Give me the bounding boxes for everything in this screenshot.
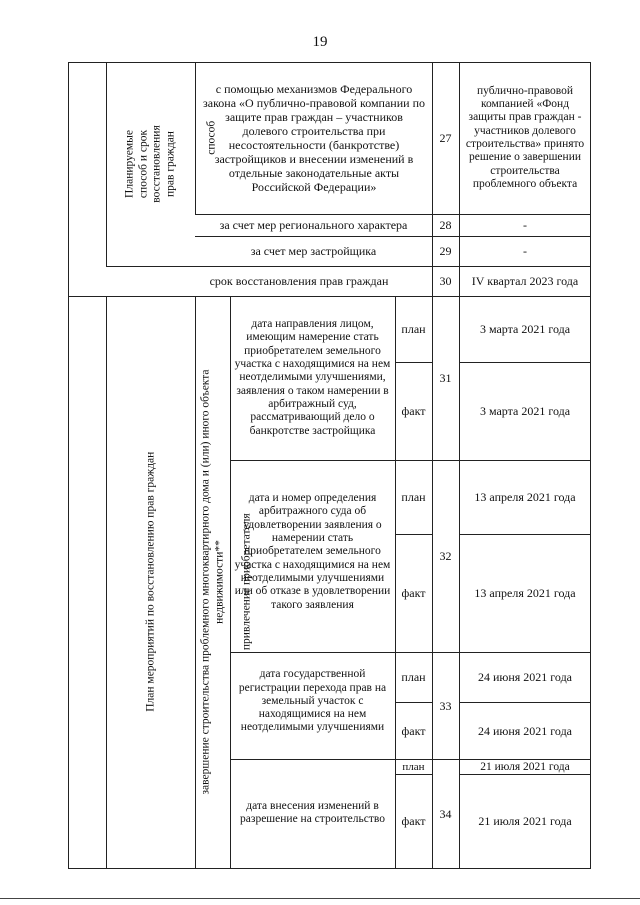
row-33-plan-label: план <box>401 670 426 684</box>
row-34-plan-label: план <box>402 760 425 773</box>
row-28-number: 28 <box>439 218 452 232</box>
data-table <box>68 62 591 868</box>
row-34-plan-value: 21 июля 2021 года <box>480 760 570 773</box>
row-32-description: дата и номер определения арбитражного суда об удовлетворении заявления о намерении стать приобретателем земельного участка с находящимися на нем неотделимыми улучшениями или об отказе в удовлетворении такого заявления <box>234 492 391 611</box>
row-34-description: дата внесения изменений в разрешение на строительство <box>240 799 385 825</box>
row-33-description: дата государственной регистрации перехода прав на земельный участок с находящимися на нем неотделимыми улучшениями <box>238 668 387 734</box>
row-33-number: 33 <box>439 698 452 713</box>
row-28-description: за счет мер регионального характера <box>219 218 408 232</box>
subheader-acquirer: привлечение приобретателя <box>240 513 253 651</box>
row-27-number: 27 <box>439 131 452 145</box>
row-32-number: 32 <box>439 549 452 563</box>
row-32-fact-value: 13 апреля 2021 года <box>474 586 576 600</box>
row-30-description: срок восстановления прав граждан <box>209 274 389 288</box>
row-29-number: 29 <box>439 244 452 258</box>
row-27-value: публично-правовой компанией «Фонд защиты прав граждан - участников долевого строительства» принято решение о завершении строительства проблемного объекта <box>465 84 585 190</box>
row-29-description: за счет мер застройщика <box>250 244 377 258</box>
row-33-fact-value: 24 июня 2021 года <box>477 723 573 738</box>
row-32-plan-value: 13 апреля 2021 года <box>474 490 576 504</box>
row-31-fact-value: 3 марта 2021 года <box>479 404 571 418</box>
row-31-plan-value: 3 марта 2021 года <box>479 322 571 336</box>
row-34-number: 34 <box>439 806 452 821</box>
row-32-plan-label: план <box>401 490 426 504</box>
row-34-fact-label: факт <box>401 814 426 828</box>
row-31-fact-label: факт <box>401 404 426 418</box>
row-33-plan-value: 24 июня 2021 года <box>477 670 573 684</box>
row-31-number: 31 <box>439 371 452 385</box>
scan-edge-line <box>0 898 640 899</box>
subheader-method: способ <box>205 120 218 156</box>
row-29-value: - <box>523 244 527 258</box>
row-30-value: IV квартал 2023 года <box>471 274 579 288</box>
row-27-description: с помощью механизмов Федерального закона «О публично-правовой компании по защите прав граждан – участников долевого строительства при несостоятельности (банкротстве) застройщиков и внесении изменений в отдельные законодательные акты Российской Федерации» <box>203 82 425 194</box>
row-33-fact-label: факт <box>401 723 426 738</box>
row-28-value: - <box>523 218 527 232</box>
row-30-number: 30 <box>439 274 452 288</box>
row-31-description: дата направления лицом, имеющим намерение стать приобретателем земельного участка с находящимися на нем неотделимыми улучшениями, заявления о таком намерении в арбитражный суд, рассматривающий дело о банкротстве застройщика <box>234 318 391 437</box>
page-number: 19 <box>312 34 328 50</box>
group-header-planned-method: Планируемые способ и срок восстановления прав граждан <box>123 125 176 203</box>
row-34-fact-value: 21 июля 2021 года <box>478 814 572 828</box>
row-32-fact-label: факт <box>401 586 426 600</box>
group-header-action-plan: План мероприятий по восстановлению прав граждан <box>143 451 156 713</box>
subheader-construction-completion: завершение строительства проблемного многоквартирного дома и (или) иного объекта недвижимости** <box>199 369 226 795</box>
row-31-plan-label: план <box>401 322 426 336</box>
